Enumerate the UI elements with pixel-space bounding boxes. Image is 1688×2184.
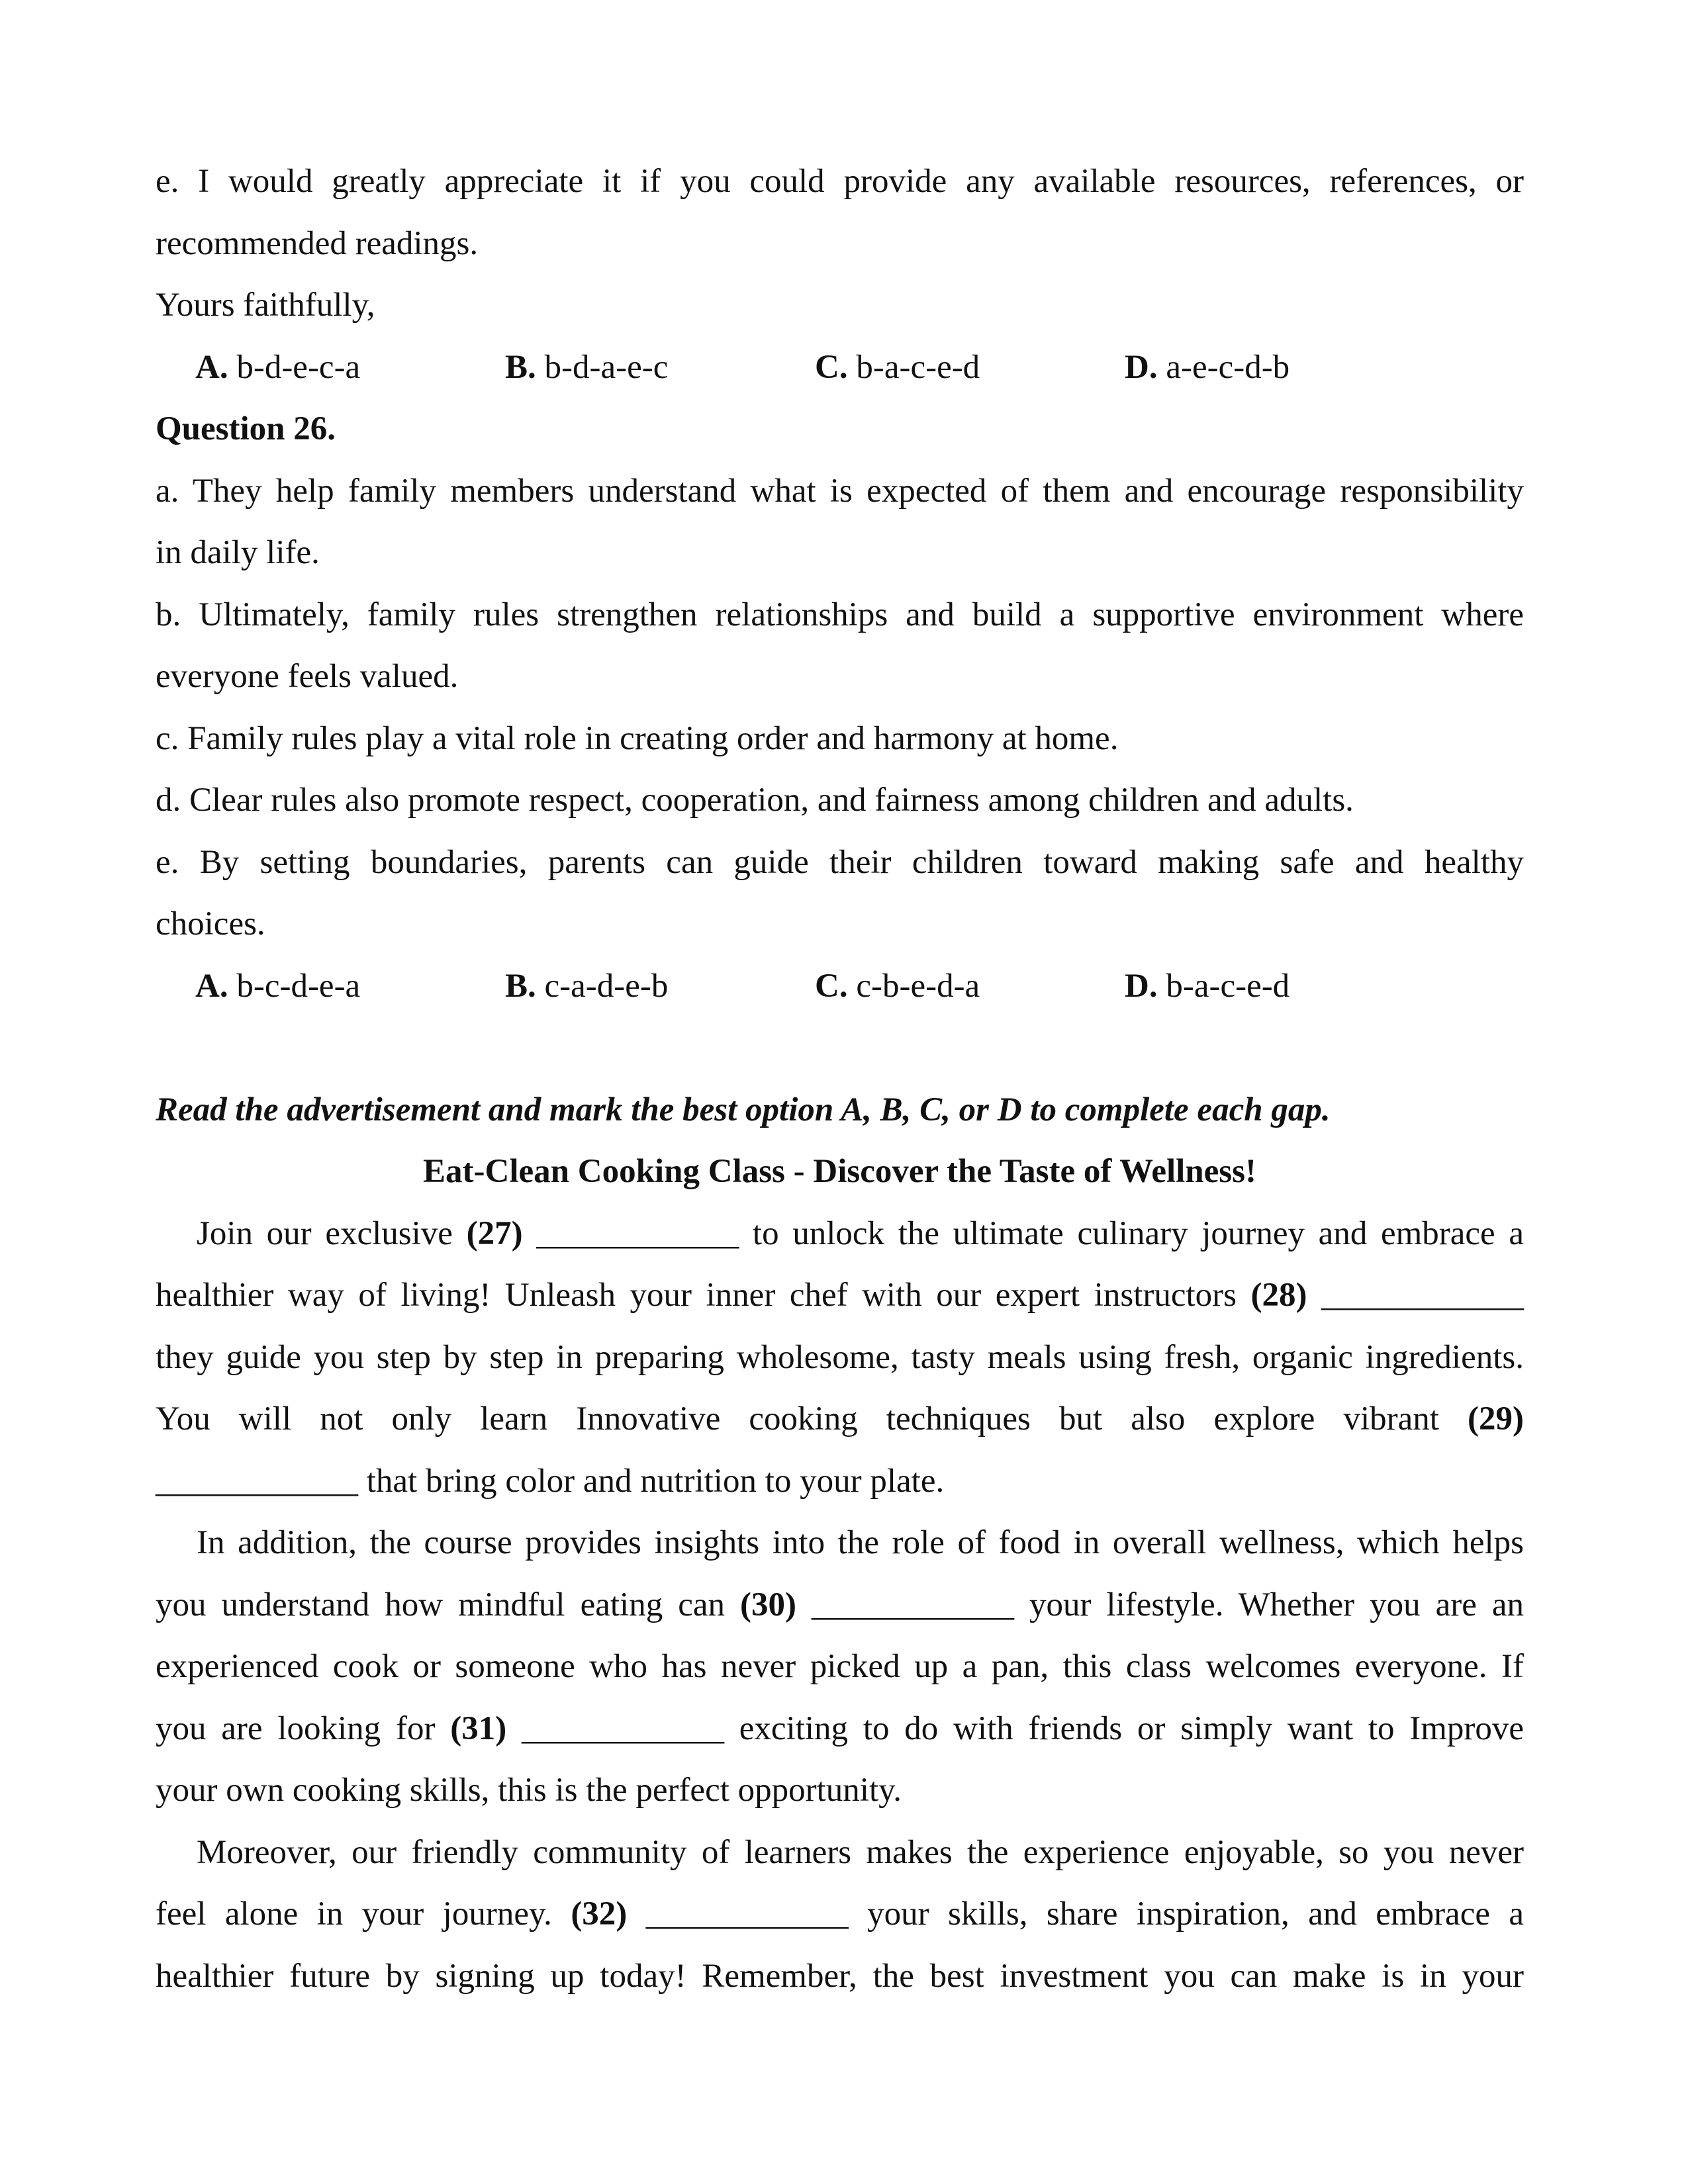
gap-28-blank[interactable]: ____________ [1321, 1277, 1524, 1314]
ad-paragraph-1-line-4: You will not only learn Innovative cooking techniques but also explore vibrant (29) [156, 1400, 1524, 1437]
gap-30-number: (30) [739, 1586, 796, 1623]
q26-sentence-c: c. Family rules play a vital role in creating order and harmony at home. [156, 719, 1119, 757]
ad-paragraph-2-line-1: In addition, the course provides insights into the role of food in overall wellness, which helps [197, 1524, 1524, 1561]
ad-paragraph-2-line-5: your own cooking skills, this is the perfect opportunity. [156, 1772, 902, 1809]
advertisement-title: Eat-Clean Cooking Class - Discover the Taste of Wellness! [423, 1153, 1256, 1190]
q25-option-a[interactable]: A. b-d-e-c-a [195, 348, 361, 386]
ad-paragraph-1-line-3: they guide you step by step in preparing wholesome, tasty meals using fresh, organic ingredients. [156, 1338, 1524, 1376]
gap-28-number: (28) [1250, 1277, 1307, 1314]
letter-closing: Yours faithfully, [156, 287, 375, 324]
ad-paragraph-3-line-3: healthier future by signing up today! Remember, the best investment you can make is in your [156, 1957, 1524, 1995]
q26-sentence-e: e. By setting boundaries, parents can guide their children toward making safe and healthy [156, 843, 1524, 881]
ad-paragraph-3-line-1: Moreover, our friendly community of learners makes the experience enjoyable, so you never [197, 1833, 1524, 1871]
gap-29-number: (29) [1468, 1400, 1524, 1437]
q26-sentence-d: d. Clear rules also promote respect, cooperation, and fairness among children and adults. [156, 782, 1354, 819]
option-e-line-cont: recommended readings. [156, 224, 479, 262]
gap-32-number: (32) [571, 1895, 628, 1933]
gap-30-blank[interactable]: ____________ [811, 1586, 1014, 1623]
gap-27-blank[interactable]: ____________ [536, 1214, 739, 1252]
ad-paragraph-1-line-2: healthier way of living! Unleash your inner chef with our expert instructors (28) ____________ [156, 1277, 1524, 1314]
q26-option-a[interactable]: A. b-c-d-e-a [195, 967, 361, 1005]
q26-sentence-a-cont: in daily life. [156, 534, 320, 571]
gap-31-number: (31) [450, 1709, 507, 1747]
document-page [156, 151, 1524, 2007]
gap-27-number: (27) [466, 1214, 523, 1252]
q25-option-c[interactable]: C. b-a-c-e-d [815, 348, 980, 386]
gap-29-blank[interactable]: ____________ [156, 1462, 358, 1500]
ad-paragraph-2-line-4: you are looking for (31) ____________ exciting to do with friends or simply want to Improve [156, 1709, 1524, 1747]
gap-32-blank[interactable]: ____________ [645, 1895, 849, 1933]
q26-sentence-b: b. Ultimately, family rules strengthen relationships and build a supportive environment where [156, 596, 1524, 633]
gap-31-blank[interactable]: ____________ [521, 1709, 724, 1747]
reading-instruction: Read the advertisement and mark the best option A, B, C, or D to complete each gap. [156, 1091, 1331, 1128]
ad-paragraph-2-line-2: you understand how mindful eating can (30) ____________ your lifestyle. Whether you are an [156, 1586, 1524, 1623]
question-26-title: Question 26. [156, 410, 336, 447]
section-spacer [156, 1017, 1524, 1079]
ad-paragraph-2-line-3: experienced cook or someone who has never picked up a pan, this class welcomes everyone. If [156, 1648, 1524, 1685]
ad-paragraph-1-line-5: ____________ that bring color and nutrition to your plate. [156, 1462, 945, 1500]
q26-option-b[interactable]: B. c-a-d-e-b [505, 967, 669, 1005]
q25-option-b[interactable]: B. b-d-a-e-c [505, 348, 669, 386]
q25-answer-options [156, 337, 1524, 399]
q26-sentence-a: a. They help family members understand what is expected of them and encourage responsibility [156, 472, 1524, 510]
q26-sentence-e-cont: choices. [156, 905, 265, 942]
option-e-line: e. I would greatly appreciate it if you could provide any available resources, references, or [156, 163, 1524, 200]
ad-paragraph-3-line-2: feel alone in your journey. (32) ____________ your skills, share inspiration, and embrace a [156, 1895, 1524, 1933]
ad-paragraph-1-line-1: Join our exclusive (27) ____________ to unlock the ultimate culinary journey and embrace a [197, 1214, 1524, 1252]
q26-option-d[interactable]: D. b-a-c-e-d [1125, 967, 1290, 1005]
q25-option-d[interactable]: D. a-e-c-d-b [1125, 348, 1290, 386]
q26-answer-options [156, 956, 1524, 1018]
q26-sentence-b-cont: everyone feels valued. [156, 658, 459, 695]
q26-option-c[interactable]: C. c-b-e-d-a [815, 967, 980, 1005]
